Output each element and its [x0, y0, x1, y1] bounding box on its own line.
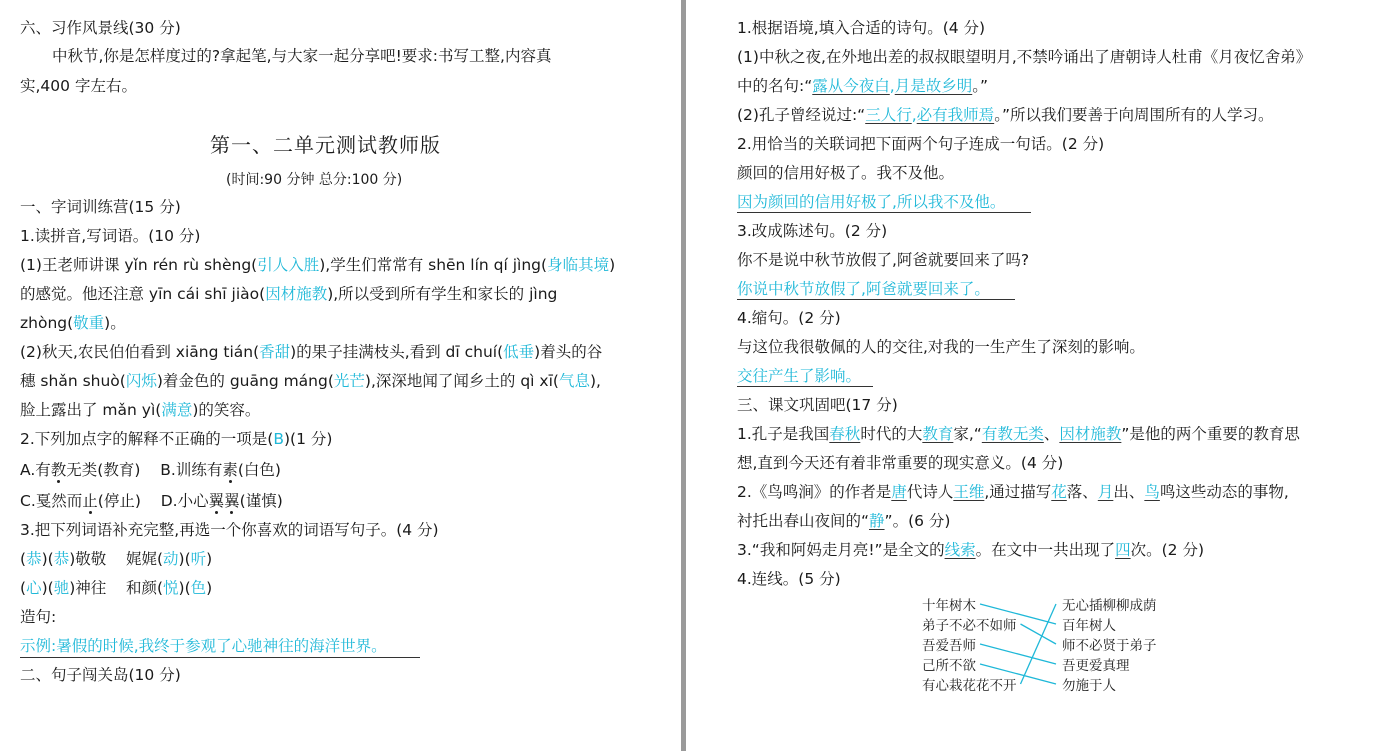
text: C.戛然而 — [20, 492, 83, 510]
text: )( — [41, 550, 54, 568]
answer: 恭 — [53, 550, 70, 568]
match-left-item: 有心栽花花不开 — [922, 678, 1017, 694]
answer: 因材施教 — [265, 285, 328, 303]
text: 的感觉。他还注意 yīn cái shī jiào( — [20, 285, 266, 303]
text: (2)孔子曾经说过:“ — [737, 106, 866, 124]
text: )着金色的 guāng máng( — [156, 372, 334, 390]
text: ,通过描写 — [984, 483, 1052, 501]
r-q4-sentence: 与这位我很敬佩的人的交往,对我的一生产生了深刻的影响。 — [737, 338, 1145, 356]
answer: 静 — [869, 512, 885, 530]
r-q3-answer: 你说中秋节放假了,阿爸就要回来了。 — [737, 280, 990, 298]
text: , — [911, 106, 917, 124]
text: 脸上露出了 mǎn yì( — [20, 401, 162, 419]
text: 3.“我和阿妈走月亮!”是全文的 — [737, 541, 945, 559]
answer: 恭 — [26, 550, 42, 568]
answer: 三人行 — [865, 106, 912, 124]
q3-sentence-answer: 示例:暑假的时候,我终于参观了心驰神往的海洋世界。 — [20, 637, 387, 655]
q1-line-5 — [20, 370, 601, 392]
text: ( — [20, 579, 27, 597]
page-title: 第一、二单元测试教师版 — [210, 133, 441, 157]
text: 衬托出春山夜间的“ — [737, 512, 870, 530]
match-left-item: 己所不欲 — [922, 658, 976, 674]
answer: 露从今夜白 — [812, 77, 890, 95]
dotted-char: 止 — [82, 492, 98, 510]
r-q3-heading: 3.改成陈述句。(2 分) — [737, 222, 888, 240]
match-right-item: 无心插柳柳成荫 — [1062, 598, 1157, 614]
q2-heading — [20, 428, 332, 450]
match-right-item: 吾更爱真理 — [1062, 658, 1130, 674]
text: (白色) — [237, 461, 281, 479]
text: ),学生们常常有 shēn lín qí jìng( — [319, 256, 548, 274]
text: 无类(教育) — [66, 461, 141, 479]
k4-heading: 4.连线。(5 分) — [737, 570, 841, 588]
answer: 敬重 — [73, 314, 105, 332]
text: ),所以受到所有学生和家长的 jìng — [327, 285, 558, 303]
text: )。 — [104, 314, 126, 332]
q3-row-1 — [20, 548, 212, 570]
q1-line-1 — [20, 254, 615, 276]
text: ) — [206, 579, 213, 597]
answer: 驰 — [53, 579, 70, 597]
r-q3-sentence: 你不是说中秋节放假了,阿爸就要回来了吗? — [737, 251, 1030, 269]
answer: B — [273, 430, 284, 448]
q1-heading: 1.读拼音,写词语。(10 分) — [20, 227, 201, 245]
text: )( — [178, 550, 191, 568]
test-meta: (时间:90 分钟 总分:100 分) — [226, 172, 403, 188]
r-q1-line-1: (1)中秋之夜,在外地出差的叔叔眼望明月,不禁吟诵出了唐朝诗人杜甫《月夜忆舍弟》 — [737, 48, 1312, 66]
answer: 唐 — [891, 483, 907, 501]
text: 代诗人 — [906, 483, 954, 501]
section-1-heading: 一、字词训练营(15 分) — [20, 198, 181, 216]
page-divider — [681, 0, 686, 751]
answer: 气息 — [558, 372, 590, 390]
answer: 光芒 — [333, 372, 365, 390]
text: )(1 分) — [283, 430, 333, 448]
answer: 悦 — [163, 579, 179, 597]
answer: 线索 — [944, 541, 976, 559]
match-right-item: 师不必贤于弟子 — [1062, 638, 1157, 654]
q2-options-ab — [20, 459, 281, 481]
q1-line-4 — [20, 341, 602, 363]
answer-underline — [20, 657, 420, 658]
answer: 花 — [1051, 483, 1067, 501]
section-6-heading: 六、习作风景线(30 分) — [20, 19, 181, 37]
match-connector — [1021, 624, 1057, 644]
matching-lines — [690, 0, 1375, 751]
dotted-char: 素 — [222, 461, 238, 479]
q3-heading: 3.把下列词语补充完整,再选一个你喜欢的词语写句子。(4 分) — [20, 521, 439, 539]
q3-sentence-label: 造句: — [20, 608, 57, 626]
answer: 满意 — [161, 401, 193, 419]
answer: 心 — [26, 579, 42, 597]
text: 。在文中一共出现了 — [975, 541, 1116, 559]
text: 。” — [972, 77, 989, 95]
section-3-heading: 三、课文巩固吧(17 分) — [737, 396, 898, 414]
match-left-item: 吾爱吾师 — [922, 638, 976, 654]
answer: 闪烁 — [125, 372, 157, 390]
text: )的果子挂满枝头,看到 dī chuí( — [290, 343, 504, 361]
text: 次。(2 分) — [1130, 541, 1205, 559]
r-q2-sentence: 颜回的信用好极了。我不及他。 — [737, 164, 955, 182]
r-q2-heading: 2.用恰当的关联词把下面两个句子连成一句话。(2 分) — [737, 135, 1105, 153]
text: B.训练有 — [160, 461, 223, 479]
option-c — [20, 492, 141, 510]
q1-line-2 — [20, 283, 557, 305]
r-q2-answer: 因为颜回的信用好极了,所以我不及他。 — [737, 193, 1006, 211]
answer: 月 — [1097, 483, 1114, 501]
answer: 色 — [190, 579, 207, 597]
text: 落、 — [1066, 483, 1098, 501]
text: )神往 和颜( — [69, 579, 164, 597]
text: (谨慎) — [239, 492, 283, 510]
match-connector — [980, 644, 1056, 664]
q2-options-cd — [20, 490, 283, 512]
text: D.小心 — [160, 492, 209, 510]
answer: 听 — [190, 550, 207, 568]
answer: 低垂 — [503, 343, 535, 361]
answer: 王维 — [953, 483, 985, 501]
text: zhòng( — [20, 314, 74, 332]
text: ), — [589, 372, 601, 390]
option-a — [20, 461, 140, 479]
r-q1-heading: 1.根据语境,填入合适的诗句。(4 分) — [737, 19, 986, 37]
match-left-item: 十年树木 — [922, 598, 976, 614]
dotted-char: 翼 — [208, 492, 225, 510]
section-6-prompt-cont: 实,400 字左右。 — [20, 77, 137, 95]
option-d — [161, 492, 283, 510]
match-right-item: 勿施于人 — [1062, 678, 1116, 694]
section-6-prompt: 中秋节,你是怎样度过的?拿起笔,与大家一起分享吧!要求:书写工整,内容真 — [52, 47, 552, 65]
text: 鸣这些动态的事物, — [1159, 483, 1289, 501]
text: 。”所以我们要善于向周围所有的人学习。 — [994, 106, 1274, 124]
text: (2)秋天,农民伯伯看到 xiāng tián( — [20, 343, 260, 361]
text: 1.孔子是我国 — [737, 425, 830, 443]
left-page — [0, 0, 680, 751]
q1-line-6 — [20, 399, 260, 421]
text: A.有 — [20, 461, 51, 479]
text: ( — [20, 550, 27, 568]
match-right-item: 百年树人 — [1062, 618, 1116, 634]
text: 、 — [1043, 425, 1060, 443]
match-left-item: 弟子不必不如师 — [922, 618, 1017, 634]
text: 2.《鸟鸣涧》的作者是 — [737, 483, 892, 501]
q3-row-2 — [20, 577, 212, 599]
section-2-heading: 二、句子闯关岛(10 分) — [20, 666, 181, 684]
answer: 四 — [1115, 541, 1131, 559]
text: )敬敬 娓娓( — [69, 550, 164, 568]
answer: 有教无类 — [981, 425, 1044, 443]
answer: 必有我师焉 — [916, 106, 995, 124]
answer: 动 — [163, 550, 179, 568]
text: )着头的谷 — [534, 343, 603, 361]
text: (停止) — [97, 492, 141, 510]
k1-line-2: 想,直到今天还有着非常重要的现实意义。(4 分) — [737, 454, 1064, 472]
text: ) — [609, 256, 616, 274]
text: 时代的大 — [860, 425, 923, 443]
text: 出、 — [1113, 483, 1145, 501]
right-page — [690, 0, 1375, 751]
text: )的笑容。 — [192, 401, 261, 419]
answer: 身临其境 — [547, 256, 610, 274]
text: ) — [206, 550, 213, 568]
text: ”。(6 分) — [884, 512, 951, 530]
text: )( — [178, 579, 191, 597]
answer: 引人入胜 — [257, 256, 320, 274]
text: (1)王老师讲课 yǐn rén rù shèng( — [20, 256, 258, 274]
text: )( — [41, 579, 54, 597]
answer: 春秋 — [829, 425, 861, 443]
r-q4-heading: 4.缩句。(2 分) — [737, 309, 841, 327]
option-b — [160, 461, 281, 479]
text: 家,“ — [953, 425, 982, 443]
text: 2.下列加点字的解释不正确的一项是( — [20, 430, 274, 448]
answer: 因材施教 — [1059, 425, 1122, 443]
text: , — [889, 77, 895, 95]
answer: 月是故乡明 — [894, 77, 973, 95]
dotted-char: 教 — [50, 461, 67, 479]
text: ),深深地闻了闻乡土的 qì xī( — [364, 372, 559, 390]
r-q4-answer: 交往产生了影响。 — [737, 367, 862, 385]
text: 穗 shǎn shuò( — [20, 372, 126, 390]
answer: 香甜 — [259, 343, 291, 361]
dotted-char: 翼 — [224, 492, 240, 510]
text: ”是他的两个重要的教育思 — [1121, 425, 1300, 443]
text: 中的名句:“ — [737, 77, 813, 95]
answer: 教育 — [922, 425, 954, 443]
q1-line-3 — [20, 312, 126, 334]
matching-exercise — [690, 0, 1375, 751]
answer: 鸟 — [1144, 483, 1160, 501]
